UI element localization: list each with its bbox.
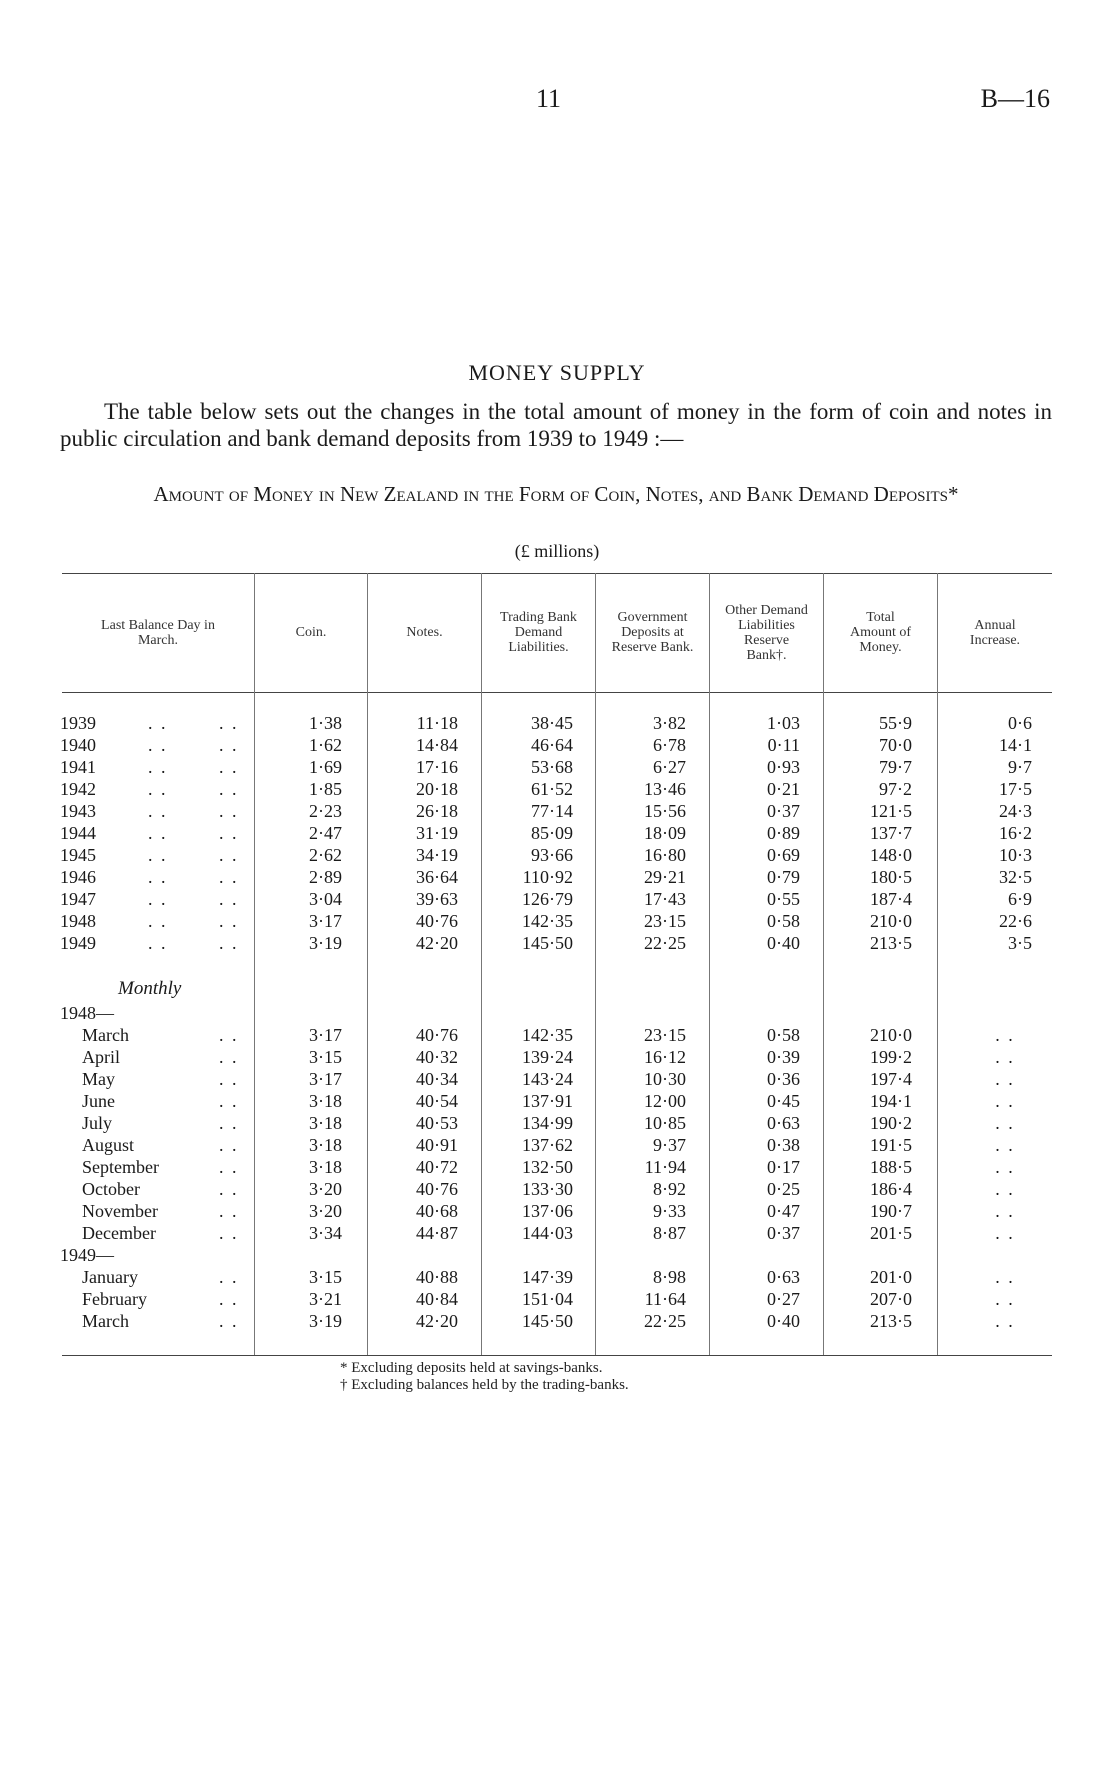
table-row: July . . 3·18 40·53 134·99 10·85 0·63 190·2 . . <box>82 1113 1015 1133</box>
table-row: 1948 . . . . 3·17 40·76 142·35 23·15 0·58 210·0 22·6 <box>60 911 1032 931</box>
table-row: December . . 3·34 44·87 144·03 8·87 0·37 201·5 . . <box>82 1223 1015 1243</box>
table-row: 1945 . . . . 2·62 34·19 93·66 16·80 0·69 148·0 10·3 <box>60 845 1032 865</box>
footnotes <box>340 1360 629 1394</box>
footnote: * Excluding deposits held at savings-banks. <box>340 1360 603 1376</box>
col-header-other: Other Demand Liabilities Reserve Bank†. <box>725 602 808 663</box>
header-bottom-rule <box>62 692 1052 693</box>
table-row: March . . 3·17 40·76 142·35 23·15 0·58 210·0 . . <box>82 1025 1015 1045</box>
year-group-label: 1948— <box>60 1003 114 1023</box>
table-row: September . . 3·18 40·72 132·50 11·94 0·17 188·5 . . <box>82 1157 1015 1177</box>
table-row: August . . 3·18 40·91 137·62 9·37 0·38 191·5 . . <box>82 1135 1015 1155</box>
table-row: May . . 3·17 40·34 143·24 10·30 0·36 197·4 . . <box>82 1069 1015 1089</box>
col-header-day: Last Balance Day in March. <box>101 617 215 648</box>
page-header <box>0 84 1114 116</box>
table-row: January . . 3·15 40·88 147·39 8·98 0·63 201·0 . . <box>82 1267 1015 1287</box>
col-header-government: Government Deposits at Reserve Bank. <box>611 610 694 655</box>
col-header-notes: Notes. <box>406 625 443 640</box>
table-bottom-rule <box>62 1355 1052 1356</box>
intro-text: The table below sets out the changes in the total amount of money in the form of coin and notes in public circulation and bank demand deposits from 1939 to 1949 :— <box>60 399 1052 451</box>
table-row: 1941 . . . . 1·69 17·16 53·68 6·27 0·93 79·7 9·7 <box>60 757 1032 777</box>
table-row: October . . 3·20 40·76 133·30 8·92 0·25 186·4 . . <box>82 1179 1015 1199</box>
table-row: 1949 . . . . 3·19 42·20 145·50 22·25 0·40 213·5 3·5 <box>60 933 1032 953</box>
col-header-trading: Trading Bank Demand Liabilities. <box>500 610 577 655</box>
table-row: 1942 . . . . 1·85 20·18 61·52 13·46 0·21 97·2 17·5 <box>60 779 1032 799</box>
col-header-increase: Annual Increase. <box>969 617 1021 648</box>
table-row: February . . 3·21 40·84 151·04 11·64 0·27 207·0 . . <box>82 1289 1015 1309</box>
table-row: 1944 . . . . 2·47 31·19 85·09 18·09 0·89 137·7 16·2 <box>60 823 1032 843</box>
section-title: MONEY SUPPLY <box>468 360 646 385</box>
table-row: 1943 . . . . 2·23 26·18 77·14 15·56 0·37 121·5 24·3 <box>60 801 1032 821</box>
table-body <box>0 712 1114 1332</box>
table-top-rule <box>62 573 1052 574</box>
table-row: 1940 . . . . 1·62 14·84 46·64 6·78 0·11 70·0 14·1 <box>60 735 1032 755</box>
table-row: November . . 3·20 40·68 137·06 9·33 0·47 190·7 . . <box>82 1201 1015 1221</box>
table-title <box>60 480 1052 508</box>
intro-paragraph <box>60 398 1052 452</box>
page-number: 11 <box>536 84 562 113</box>
col-header-coin: Coin. <box>295 625 327 640</box>
table-row: June . . 3·18 40·54 137·91 12·00 0·45 194·1 . . <box>82 1091 1015 1111</box>
table-row: 1939 . . . . 1·38 11·18 38·45 3·82 1·03 55·9 0·6 <box>60 713 1032 733</box>
table-row: April . . 3·15 40·32 139·24 16·12 0·39 199·2 . . <box>82 1047 1015 1067</box>
footnote: † Excluding balances held by the trading-banks. <box>340 1377 629 1393</box>
table-title-text: Amount of Money in New Zealand in the Form of Coin, Notes, and Bank Demand Deposits* <box>153 482 959 506</box>
col-header-total: Total Amount of Money. <box>849 610 912 655</box>
document-reference: B—16 <box>980 84 1050 113</box>
year-group-label: 1949— <box>60 1245 114 1265</box>
table-row: 1946 . . . . 2·89 36·64 110·92 29·21 0·79 180·5 32·5 <box>60 867 1032 887</box>
monthly-section-label: Monthly <box>118 978 182 999</box>
table-row: 1947 . . . . 3·04 39·63 126·79 17·43 0·55 187·4 6·9 <box>60 889 1032 909</box>
table-units: (£ millions) <box>514 541 600 561</box>
table-row: March . . 3·19 42·20 145·50 22·25 0·40 213·5 . . <box>82 1311 1015 1331</box>
